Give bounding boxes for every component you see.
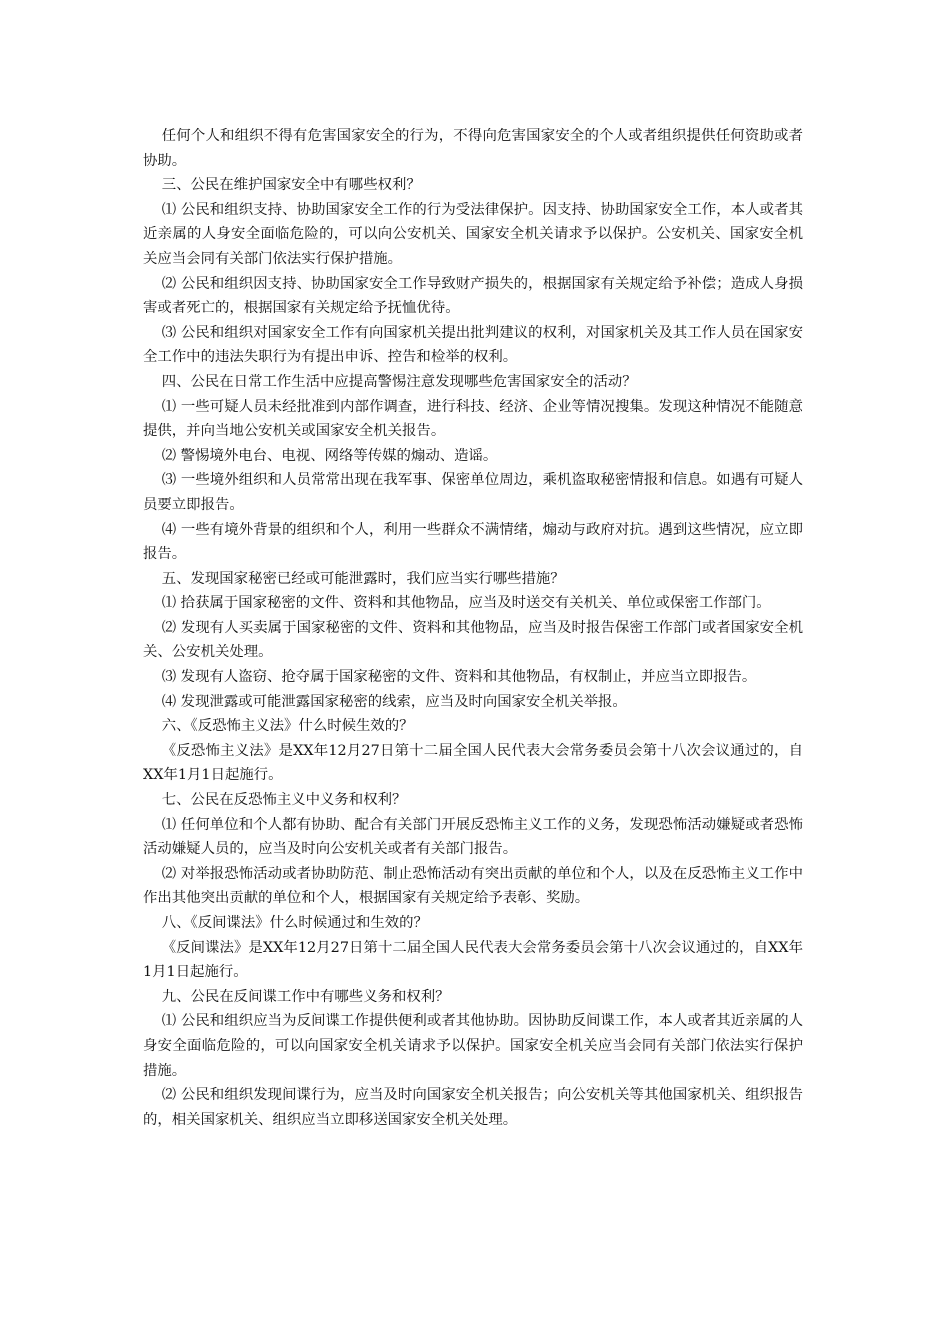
paragraph: ⑴ 公民和组织支持、协助国家安全工作的行为受法律保护。因支持、协助国家安全工作，本人或者其近亲属的人身安全面临危险的，可以向公安机关、国家安全机关请求予以保护。公安机关、国家安全机关应当会同有关部门依法实行保护措施。 (143, 201, 803, 267)
paragraph: ⑶ 公民和组织对国家安全工作有向国家机关提出批判建议的权利，对国家机关及其工作人员在国家安全工作中的违法失职行为有提出申诉、控告和检举的权利。 (143, 324, 803, 366)
section-heading: 三、公民在维护国家安全中有哪些权利？ (161, 177, 421, 194)
paragraph: ⑵ 警惕境外电台、电视、网络等传媒的煽动、造谣。 (161, 447, 498, 464)
section-heading: 六、《反恐怖主义法》什么时候生效的？ (161, 718, 414, 735)
paragraph: ⑴ 任何单位和个人都有协助、配合有关部门开展反恐怖主义工作的义务，发现恐怖活动嫌疑或者恐怖活动嫌疑人员的，应当及时向公安机关或者有关部门报告。 (143, 816, 803, 858)
paragraph: ⑵ 公民和组织因支持、协助国家安全工作导致财产损失的，根据国家有关规定给予补偿；造成人身损害或者死亡的，根据国家有关规定给予抚恤优待。 (143, 275, 803, 317)
paragraph: ⑴ 一些可疑人员未经批准到内部作调查，进行科技、经济、企业等情况搜集。发现这种情况不能随意提供，并向当地公安机关或国家安全机关报告。 (143, 398, 803, 440)
paragraph: ⑵ 公民和组织发现间谍行为，应当及时向国家安全机关报告；向公安机关等其他国家机关、组织报告的，相关国家机关、组织应当立即移送国家安全机关处理。 (143, 1087, 803, 1128)
paragraph: 《反间谍法》是XX年12月27日第十二届全国人民代表大会常务委员会第十八次会议通过的，自XX年1月1日起施行。 (143, 939, 803, 981)
section-heading: 五、发现国家秘密已经或可能泄露时，我们应当实行哪些措施？ (161, 570, 565, 587)
paragraph: ⑴ 公民和组织应当为反间谍工作提供便利或者其他协助。因协助反间谍工作，本人或者其近亲属的人身安全面临危险的，可以向国家安全机关请求予以保护。国家安全机关应当会同有关部门依法实行保护措施。 (143, 1013, 803, 1079)
section-heading: 九、公民在反间谍工作中有哪些义务和权利？ (161, 988, 450, 1005)
paragraph: ⑶ 发现有人盗窃、抢夺属于国家秘密的文件、资料和其他物品，有权制止，并应当立即报告。 (161, 669, 757, 686)
paragraph: 任何个人和组织不得有危害国家安全的行为，不得向危害国家安全的个人或者组织提供任何资助或者协助。 (143, 128, 803, 169)
paragraph: ⑷ 发现泄露或可能泄露国家秘密的线索，应当及时向国家安全机关举报。 (161, 693, 627, 710)
paragraph: 《反恐怖主义法》是XX年12月27日第十二届全国人民代表大会常务委员会第十八次会议通过的，自XX年1月1日起施行。 (143, 742, 803, 784)
paragraph: ⑴ 拾获属于国家秘密的文件、资料和其他物品，应当及时送交有关机关、单位或保密工作部门。 (161, 595, 771, 612)
paragraph: ⑵ 发现有人买卖属于国家秘密的文件、资料和其他物品，应当及时报告保密工作部门或者国家安全机关、公安机关处理。 (143, 619, 803, 661)
document-page (143, 124, 803, 1132)
section-heading: 七、公民在反恐怖主义中义务和权利？ (161, 792, 407, 809)
section-heading: 八、《反间谍法》什么时候通过和生效的？ (161, 915, 428, 931)
paragraph: ⑵ 对举报恐怖活动或者协助防范、制止恐怖活动有突出贡献的单位和个人，以及在反恐怖主义工作中作出其他突出贡献的单位和个人，根据国家有关规定给予表彰、奖励。 (143, 865, 803, 907)
paragraph: ⑷ 一些有境外背景的组织和个人，利用一些群众不满情绪，煽动与政府对抗。遇到这些情况，应立即报告。 (143, 521, 803, 563)
paragraph: ⑶ 一些境外组织和人员常常出现在我军事、保密单位周边，乘机盗取秘密情报和信息。如遇有可疑人员要立即报告。 (143, 472, 803, 513)
section-heading: 四、公民在日常工作生活中应提高警惕注意发现哪些危害国家安全的活动？ (161, 373, 637, 390)
